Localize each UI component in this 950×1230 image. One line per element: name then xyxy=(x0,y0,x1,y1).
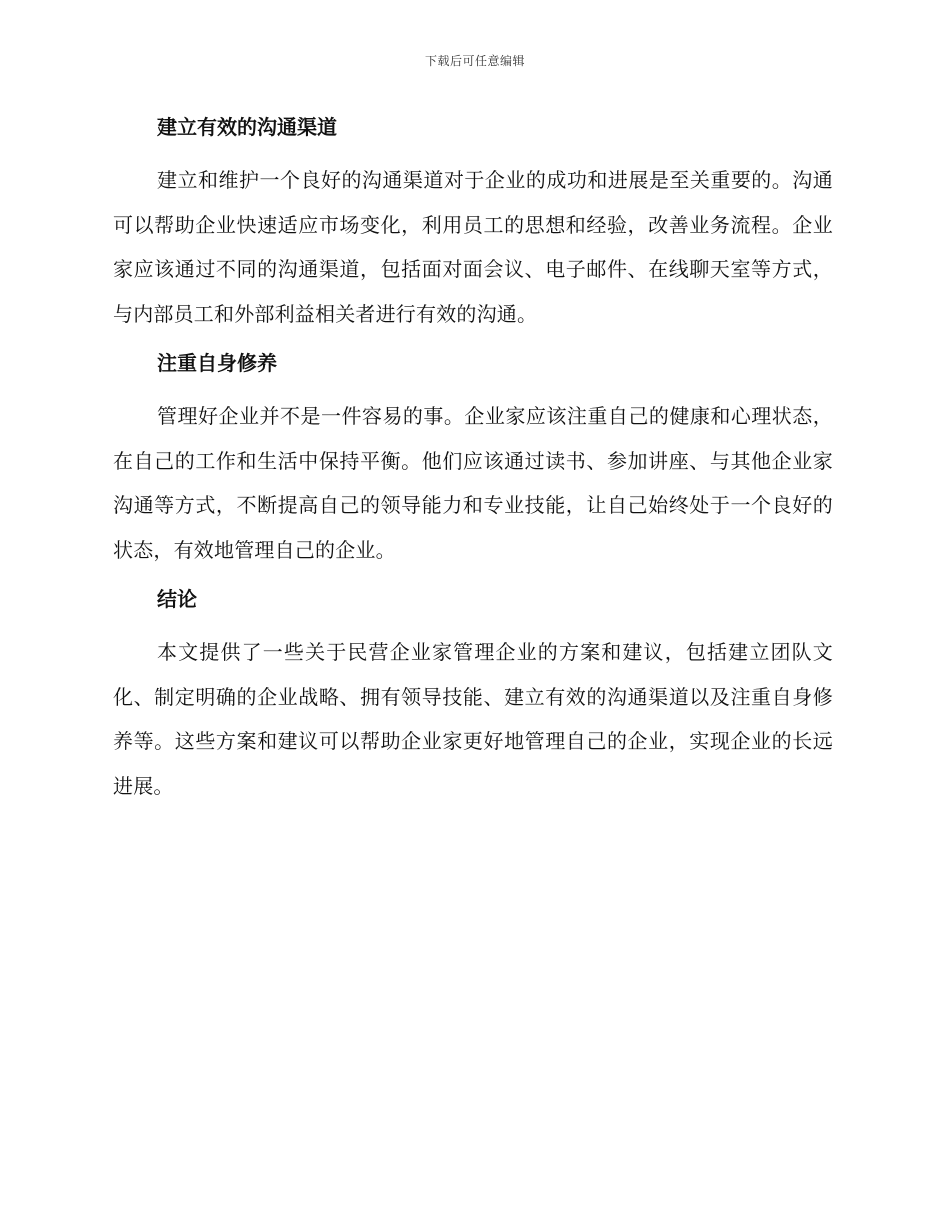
document-body xyxy=(113,112,833,820)
section-self-cultivation xyxy=(113,348,833,572)
section-paragraph: 建立和维护一个良好的沟通渠道对于企业的成功和进展是至关重要的。沟通可以帮助企业快速适应市场变化，利用员工的思想和经验，改善业务流程。企业家应该通过不同的沟通渠道，包括面对面会议、电子邮件、在线聊天室等方式，与内部员工和外部利益相关者进行有效的沟通。 xyxy=(113,168,833,326)
section-heading: 结论 xyxy=(157,587,197,611)
section-conclusion xyxy=(113,584,833,808)
page-header: 下载后可任意编辑 xyxy=(424,54,525,68)
section-heading: 建立有效的沟通渠道 xyxy=(157,115,337,139)
section-communication xyxy=(113,112,833,336)
section-heading: 注重自身修养 xyxy=(157,351,277,375)
section-paragraph: 管理好企业并不是一件容易的事。企业家应该注重自己的健康和心理状态，在自己的工作和生活中保持平衡。他们应该通过读书、参加讲座、与其他企业家沟通等方式，不断提高自己的领导能力和专业技能，让自己始终处于一个良好的状态，有效地管理自己的企业。 xyxy=(113,404,833,562)
section-paragraph: 本文提供了一些关于民营企业家管理企业的方案和建议，包括建立团队文化、制定明确的企业战略、拥有领导技能、建立有效的沟通渠道以及注重自身修养等。这些方案和建议可以帮助企业家更好地管理自己的企业，实现企业的长远进展。 xyxy=(113,640,833,798)
